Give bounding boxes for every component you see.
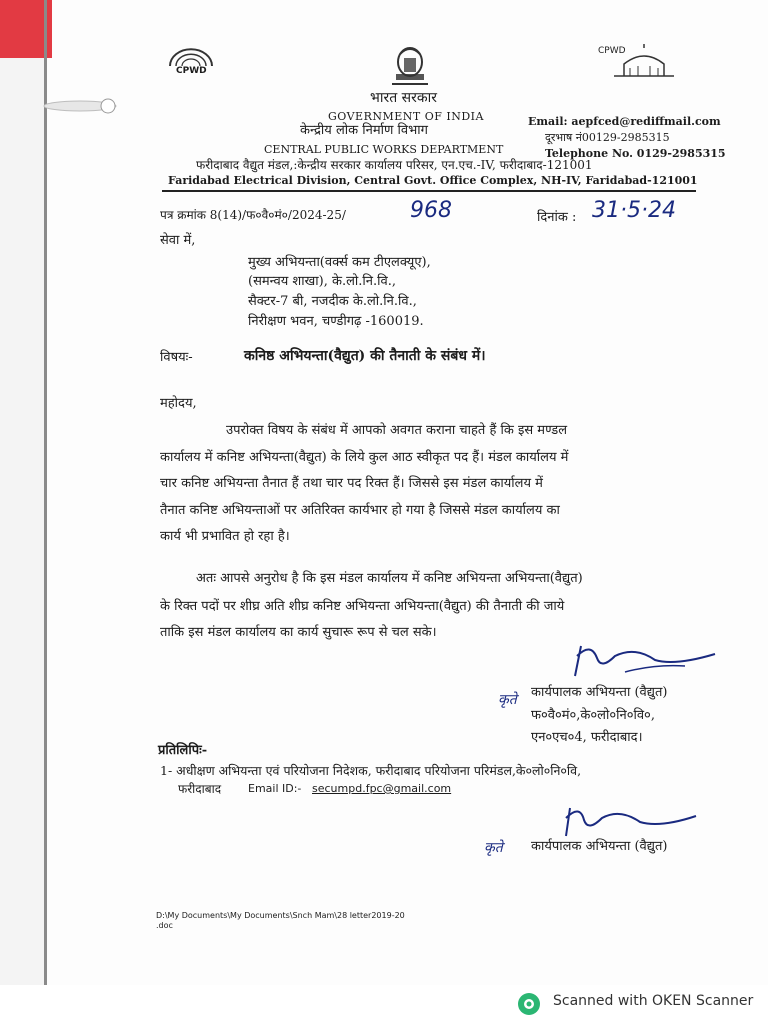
cpwd-logo-left-text: CPWD [176, 66, 207, 76]
signature-1-office: फ०वै०मं०,के०लो०नि०वि०, [531, 708, 655, 723]
subject-label: विषयः- [160, 350, 193, 365]
letter-to-label: सेवा में, [160, 233, 196, 248]
header-cpwd: CENTRAL PUBLIC WORKS DEPARTMENT [264, 143, 504, 156]
para1-line-1: उपरोक्त विषय के संबंध में आपको अवगत कराना चाहते हैं कि इस मण्डल [226, 423, 568, 438]
header-bharat-sarkar: भारत सरकार [370, 90, 437, 106]
scanner-label: Scanned with OKEN Scanner [553, 993, 754, 1009]
para1-line-3: चार कनिष्ट अभियन्ता तैनात हैं तथा चार पद रिक्त हैं। जिससे इस मंडल कार्यालय में [160, 476, 543, 491]
header-email: Email: aepfced@rediffmail.com [528, 115, 721, 128]
cpwd-logo-left [166, 44, 216, 80]
scanner-footer [0, 985, 768, 1024]
para2-line-1: अतः आपसे अनुरोध है कि इस मंडल कार्यालय में कनिष्ट अभियन्ता अभियन्ता(वैद्युत) [196, 571, 583, 586]
para1-line-2: कार्यालय में कनिष्ट अभियन्ता(वैद्युत) के लिये कुल आठ स्वीकृत पद हैं। मंडल कार्यालय में [160, 450, 569, 465]
national-emblem-icon [386, 44, 434, 88]
copy-item-city: फरीदाबाद [178, 782, 222, 796]
signature-2-for: कृते [484, 840, 503, 856]
file-path: D:\My Documents\My Documents\Snch Mam\28 letter2019-20 [156, 911, 405, 920]
salutation: महोदय, [160, 396, 197, 411]
scan-edge [0, 0, 44, 985]
header-address-english: Faridabad Electrical Division, Central Govt. Office Complex, NH-IV, Faridabad-121001 [168, 174, 698, 187]
copy-item-email[interactable]: secumpd.fpc@gmail.com [312, 782, 452, 795]
paper-clip-mark [40, 90, 130, 120]
para2-line-3: ताकि इस मंडल कार्यालय का कार्य सुचारू रूप से चल सके। [160, 625, 437, 640]
addressee-line-2: (समन्वय शाखा), के.लो.नि.वि., [248, 274, 396, 289]
signature-1-location: एन०एच०4, फरीदाबाद। [531, 730, 643, 745]
file-path-2: .doc [156, 921, 173, 930]
addressee-line-3: सैक्टर-7 बी, नजदीक के.लो.नि.वि., [248, 294, 417, 309]
header-phone-english: Telephone No. 0129-2985315 [545, 147, 726, 160]
signature-1-scribble [565, 636, 725, 686]
para1-line-5: कार्य भी प्रभावित हो रहा है। [160, 529, 290, 544]
letter-ref: पत्र क्रमांक 8(14)/फ०वै०मं०/2024-25/ [160, 208, 346, 222]
header-kendriya-vibhag: केन्द्रीय लोक निर्माण विभाग [300, 123, 428, 138]
header-govt-of-india: GOVERNMENT OF INDIA [328, 110, 484, 123]
scan-edge-strip [44, 0, 47, 985]
subject-text: कनिष्ठ अभियन्ता(वैद्युत) की तैनाती के संबंध में। [244, 348, 486, 364]
cpwd-logo-right-text: CPWD [598, 46, 626, 56]
copy-item-line-1: 1- अधीक्षण अभियन्ता एवं परियोजना निदेशक, फरीदाबाद परियोजना परिमंडल,के०लो०नि०वि, [160, 763, 582, 778]
signature-1-designation: कार्यपालक अभियन्ता (वैद्युत) [531, 685, 668, 700]
copy-item-email-label: Email ID:- [248, 782, 302, 795]
header-address-hindi: फरीदाबाद वैद्युत मंडल,:केन्द्रीय सरकार कार्यालय परिसर, एन.एच.-IV, फरीदाबाद-121001 [196, 158, 593, 172]
signature-1-for: कृते [498, 692, 517, 708]
letter-date-label: दिनांक : [537, 210, 577, 225]
addressee-line-4: निरीक्षण भवन, चण्डीगढ़ -160019. [248, 314, 424, 329]
cpwd-logo-right [594, 44, 694, 84]
para1-line-4: तैनात कनिष्ट अभियन्ताओं पर अतिरिक्त कार्यभार हो गया है जिससे मंडल कार्यालय का [160, 503, 560, 518]
letter-date-handwritten: 31·5·24 [592, 198, 676, 223]
signature-2-designation: कार्यपालक अभियन्ता (वैद्युत) [531, 839, 668, 854]
oken-scanner-logo-icon [516, 991, 544, 1017]
header-rule [162, 190, 696, 192]
letter-ref-number-handwritten: 968 [410, 198, 452, 223]
header-phone-hindi: दूरभाष नं00129-2985315 [545, 131, 670, 144]
para2-line-2: के रिक्त पदों पर शीघ्र अति शीघ्र कनिष्ट अभियन्ता अभियन्ता(वैद्युत) की तैनाती की जाये [160, 599, 565, 614]
addressee-line-1: मुख्य अभियन्ता(वर्क्स कम टीएलक्यूए), [248, 255, 431, 270]
copy-label: प्रतिलिपिः- [158, 743, 208, 758]
